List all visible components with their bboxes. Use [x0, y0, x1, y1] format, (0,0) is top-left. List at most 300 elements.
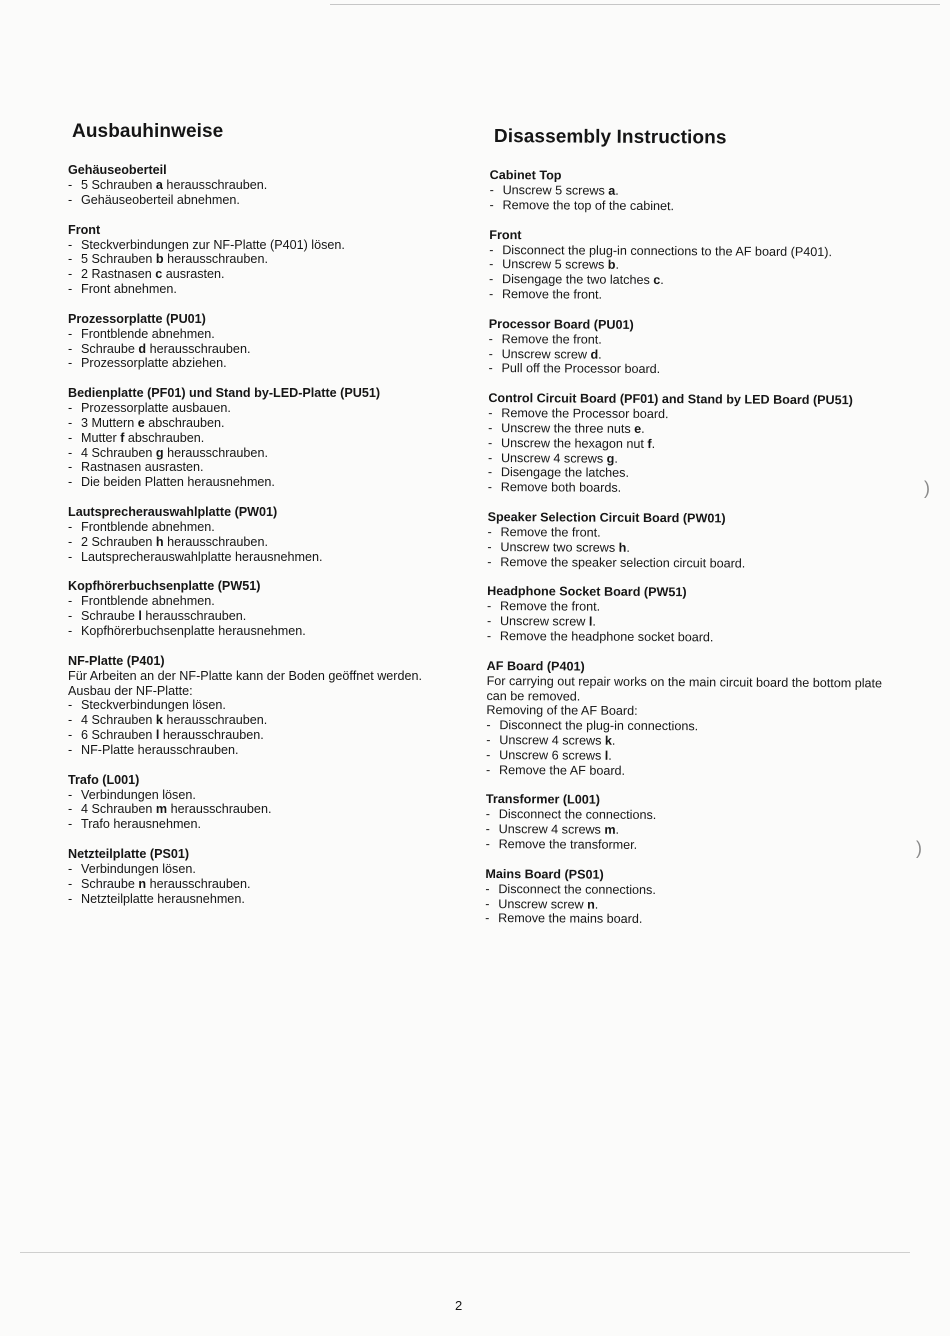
step-text — [81, 624, 306, 639]
instruction-section — [68, 312, 468, 371]
instruction-section — [486, 659, 907, 780]
step-text — [500, 555, 745, 571]
step-text-part: Remove the front. — [500, 525, 601, 540]
step-text — [81, 862, 196, 877]
step-text-part: 3 Muttern — [81, 415, 138, 430]
section-title: Control Circuit Board (PF01) and Stand by LED Board (PU51) — [488, 391, 853, 408]
step-text — [81, 713, 267, 728]
step-text-part: Frontblende abnehmen. — [81, 594, 215, 609]
step-text-part: Disconnect the connections. — [498, 881, 656, 897]
step-text — [81, 282, 177, 297]
step-text-part: Disengage the latches. — [500, 465, 630, 481]
step-text-part: . — [626, 540, 630, 555]
step-item — [68, 624, 468, 639]
list-dash: - — [68, 281, 73, 296]
part-key-letter: c — [653, 273, 661, 288]
step-text-part: Remove the top of the cabinet. — [502, 197, 675, 213]
part-key-letter: f — [120, 430, 125, 445]
list-dash: - — [486, 628, 492, 643]
step-text-part: . — [641, 421, 645, 436]
step-item — [68, 713, 468, 728]
step-item — [489, 287, 909, 304]
step-item — [487, 629, 907, 646]
list-dash: - — [486, 747, 491, 762]
step-text-part: Remove the front. — [501, 287, 603, 302]
step-text-part: Remove the headphone socket board. — [499, 629, 714, 645]
part-key-letter: l — [155, 727, 160, 742]
step-text-part: Frontblende abnehmen. — [81, 519, 215, 534]
list-dash: - — [68, 252, 73, 267]
instruction-section — [488, 317, 908, 379]
list-dash: - — [68, 861, 73, 876]
list-dash: - — [487, 465, 493, 480]
step-item — [68, 282, 468, 297]
step-text — [81, 446, 268, 461]
part-key-letter: n — [587, 897, 595, 912]
step-text-part: herausschrauben. — [159, 727, 264, 742]
list-dash: - — [68, 787, 73, 802]
section-title: Front — [489, 227, 522, 242]
part-key-letter: b — [155, 252, 164, 267]
step-item — [488, 480, 908, 497]
step-text — [81, 475, 275, 490]
list-dash: - — [486, 732, 491, 747]
step-item — [486, 763, 906, 780]
step-text-part: . — [615, 822, 620, 837]
step-item — [68, 535, 468, 550]
instruction-section — [486, 792, 906, 854]
step-text-part: . — [592, 614, 596, 629]
step-text-part: herausschrauben. — [163, 534, 268, 549]
step-item — [68, 550, 468, 565]
step-item — [68, 327, 468, 342]
step-text-part: . — [651, 436, 656, 451]
list-dash: - — [487, 524, 492, 539]
step-item — [68, 802, 468, 817]
part-key-letter: k — [155, 713, 163, 728]
german-sections — [68, 163, 468, 906]
instruction-section — [489, 228, 909, 305]
step-item — [68, 698, 468, 713]
list-dash: - — [486, 614, 492, 629]
step-text-part: Unscrew the three nuts — [501, 421, 635, 436]
step-text-part: 2 Rastnasen — [81, 267, 156, 282]
part-key-letter: d — [138, 341, 147, 356]
step-item — [68, 520, 468, 535]
step-text — [81, 178, 267, 193]
list-dash: - — [68, 876, 73, 891]
step-text-part: . — [611, 733, 616, 748]
step-text-part: Remove the AF board. — [499, 762, 626, 778]
list-dash: - — [488, 286, 494, 302]
step-item — [489, 198, 909, 215]
list-dash: - — [489, 257, 494, 272]
section-title: Netzteilplatte (PS01) — [68, 846, 190, 861]
section-title: Headphone Socket Board (PW51) — [487, 584, 687, 600]
list-dash: - — [487, 539, 492, 554]
margin-bracket-mark: ) — [916, 838, 922, 858]
step-text-part: herausschrauben. — [146, 876, 251, 891]
step-text-part: Unscrew screw — [501, 346, 591, 362]
step-text — [499, 733, 615, 749]
step-text-part: Verbindungen lösen. — [81, 861, 196, 876]
step-text — [81, 698, 226, 713]
section-title: Gehäuseoberteil — [68, 163, 167, 177]
section-title: Kopfhörerbuchsenplatte (PW51) — [68, 579, 261, 594]
step-text — [81, 550, 323, 565]
step-text-part: Remove the speaker selection circuit board. — [500, 554, 746, 571]
step-text-part: 2 Schrauben — [81, 534, 156, 549]
step-text-part: Unscrew 6 screws — [499, 747, 605, 763]
section-title: AF Board (P401) — [486, 658, 585, 674]
step-text-part: 4 Schrauben — [81, 802, 156, 817]
part-key-letter: k — [604, 733, 612, 748]
list-dash: - — [68, 698, 73, 713]
section-title: Cabinet Top — [489, 167, 562, 183]
part-key-letter: m — [155, 802, 168, 817]
part-key-letter: n — [138, 876, 147, 891]
step-item — [486, 837, 906, 854]
list-dash: - — [485, 822, 490, 837]
section-title: Trafo (L001) — [68, 772, 140, 787]
step-text-part: . — [660, 273, 664, 288]
step-text-part: Unscrew screw — [499, 614, 589, 629]
step-text-part: Unscrew 4 screws — [499, 732, 605, 748]
step-text — [500, 525, 600, 540]
list-dash: - — [68, 475, 73, 490]
step-text-part: Disengage the two latches — [502, 272, 654, 288]
step-item — [68, 431, 468, 446]
step-text — [501, 361, 660, 377]
step-item — [68, 460, 468, 475]
step-text-part: Netzteilplatte herausnehmen. — [81, 891, 245, 906]
step-text-part: herausschrauben. — [167, 802, 272, 817]
step-text — [499, 763, 625, 779]
step-text — [501, 480, 622, 496]
scan-edge-line — [20, 1252, 910, 1253]
list-dash: - — [485, 881, 490, 896]
list-dash: - — [68, 326, 73, 341]
step-text-part: . — [615, 258, 620, 273]
step-text-part: . — [594, 897, 599, 912]
step-text — [498, 897, 598, 912]
step-item — [68, 356, 468, 371]
step-text-part: Unscrew screw — [498, 896, 588, 912]
list-dash: - — [68, 891, 73, 906]
step-text — [81, 238, 345, 253]
instruction-section — [68, 847, 468, 906]
step-item — [68, 862, 468, 877]
part-key-letter: g — [155, 445, 164, 460]
step-text-part: . — [598, 347, 602, 362]
step-text — [81, 535, 268, 550]
step-text-part: Unscrew the hexagon nut — [501, 435, 648, 451]
instruction-section — [68, 163, 468, 208]
step-item — [68, 238, 468, 253]
step-text-part: Unscrew two screws — [500, 539, 619, 555]
step-text-part: Schraube — [81, 341, 139, 356]
list-dash: - — [68, 519, 73, 534]
english-sections — [485, 168, 910, 929]
list-dash: - — [487, 599, 492, 614]
list-dash: - — [68, 341, 73, 356]
step-text — [501, 465, 629, 481]
step-text — [81, 802, 271, 817]
step-text — [502, 272, 664, 288]
step-text — [498, 882, 656, 898]
step-text — [501, 451, 618, 467]
step-text — [81, 728, 264, 743]
german-heading: Ausbauhinweise — [72, 121, 224, 142]
list-dash: - — [68, 460, 73, 475]
step-text-part: Unscrew 5 screws — [502, 183, 609, 198]
section-title: Transformer (L001) — [485, 792, 601, 807]
step-text — [81, 431, 204, 446]
section-title: Mains Board (PS01) — [485, 866, 604, 882]
step-text-part: 5 Schrauben — [81, 178, 156, 192]
step-text-part: Frontblende abnehmen. — [81, 326, 215, 341]
step-text — [499, 822, 619, 838]
step-text-part: Prozessorplatte ausbauen. — [81, 401, 231, 416]
step-item — [68, 475, 468, 490]
list-dash: - — [68, 267, 73, 282]
list-dash: - — [488, 331, 493, 346]
list-dash: - — [488, 361, 493, 376]
step-text-part: Remove the transformer. — [498, 836, 638, 852]
step-text — [81, 609, 246, 624]
step-text — [81, 193, 240, 208]
step-text-part: Mutter — [81, 430, 121, 445]
step-text — [499, 837, 638, 853]
list-dash: - — [68, 415, 73, 430]
step-text — [498, 911, 642, 927]
part-key-letter: a — [155, 178, 163, 192]
part-key-letter: l — [588, 614, 593, 629]
step-item — [68, 609, 468, 624]
step-text — [81, 594, 215, 609]
step-item — [68, 267, 468, 282]
step-text — [500, 540, 630, 556]
step-item — [68, 743, 468, 758]
instruction-section — [489, 168, 909, 215]
german-column — [68, 121, 468, 921]
step-text-part: Disconnect the plug-in connections. — [499, 718, 699, 734]
step-text-part: herausschrauben. — [162, 713, 268, 728]
step-text — [502, 287, 602, 302]
step-text — [499, 748, 612, 763]
step-text-part: Trafo herausnehmen. — [81, 817, 201, 832]
step-text-part: Remove the front. — [500, 599, 601, 615]
list-dash: - — [489, 182, 494, 198]
step-item — [487, 555, 907, 572]
section-title: Speaker Selection Circuit Board (PW01) — [487, 509, 726, 526]
step-text — [500, 599, 600, 614]
step-text-part: . — [615, 183, 619, 198]
list-dash: - — [489, 197, 494, 212]
step-text — [81, 892, 245, 907]
list-dash: - — [68, 430, 73, 445]
step-item — [68, 178, 468, 193]
step-text — [499, 807, 657, 823]
step-text-part: Kopfhörerbuchsenplatte herausnehmen. — [81, 623, 306, 638]
list-dash: - — [487, 480, 493, 495]
step-item — [488, 361, 908, 378]
step-text-part: abschrauben. — [124, 430, 205, 445]
list-dash: - — [68, 742, 73, 757]
step-text-part: NF-Platte herausschrauben. — [81, 742, 239, 757]
step-text-part: 6 Schrauben — [81, 727, 156, 742]
list-dash: - — [68, 549, 73, 564]
part-key-letter: c — [155, 267, 163, 282]
list-dash: - — [68, 609, 73, 624]
list-dash: - — [68, 534, 73, 549]
step-text — [81, 252, 268, 267]
instruction-section — [68, 386, 468, 490]
step-item — [68, 728, 468, 743]
list-dash: - — [485, 836, 490, 851]
step-text-part: 4 Schrauben — [81, 445, 156, 460]
step-text — [81, 327, 215, 342]
step-text — [81, 267, 225, 282]
step-text — [500, 629, 714, 645]
step-item — [68, 788, 468, 803]
step-text-part: Remove the mains board. — [498, 911, 643, 927]
list-dash: - — [486, 762, 491, 777]
section-text-line: can be removed. — [486, 688, 581, 704]
step-item — [485, 911, 905, 928]
step-text-part: Remove the Processor board. — [501, 406, 669, 422]
section-title: Front — [68, 222, 101, 237]
instruction-section — [485, 867, 905, 929]
list-dash: - — [68, 445, 73, 460]
list-dash: - — [68, 713, 73, 728]
step-text — [81, 877, 250, 892]
section-text-line: Removing of the AF Board: — [486, 703, 638, 719]
step-text-part: Prozessorplatte abziehen. — [81, 356, 227, 371]
step-text-part: Remove both boards. — [500, 480, 622, 495]
list-dash: - — [486, 718, 491, 733]
step-text-part: 5 Schrauben — [81, 252, 156, 267]
part-key-letter: a — [608, 183, 616, 198]
section-title: NF-Platte (P401) — [68, 653, 165, 668]
instruction-section — [488, 391, 909, 497]
step-text — [499, 718, 698, 734]
section-text-line: For carrying out repair works on the main circuit board the bottom plate — [486, 673, 883, 691]
section-title: Lautsprecherauswahlplatte (PW01) — [68, 504, 278, 519]
list-dash: - — [487, 554, 492, 569]
step-text — [500, 614, 596, 629]
part-key-letter: l — [604, 748, 609, 763]
list-dash: - — [485, 807, 491, 822]
instruction-section — [68, 579, 468, 638]
step-item — [68, 193, 468, 208]
step-item — [68, 401, 468, 416]
part-key-letter: b — [607, 258, 616, 273]
step-text — [502, 198, 674, 214]
instruction-section — [68, 773, 468, 832]
margin-bracket-mark: ) — [924, 478, 930, 498]
list-dash: - — [68, 401, 73, 416]
list-dash: - — [68, 623, 73, 638]
list-dash: - — [488, 406, 493, 421]
step-item — [68, 342, 468, 357]
part-key-letter: h — [618, 540, 627, 555]
step-text-part: Unscrew 4 screws — [498, 822, 605, 837]
step-text-part: 4 Schrauben — [81, 713, 156, 728]
step-text — [81, 356, 227, 371]
instruction-section — [68, 223, 468, 297]
step-text — [502, 332, 602, 347]
step-text — [81, 416, 225, 431]
step-text-part: Remove the front. — [501, 331, 602, 347]
step-text-part: Rastnasen ausrasten. — [81, 460, 204, 475]
part-key-letter: m — [604, 822, 616, 837]
instruction-section — [68, 654, 468, 758]
part-key-letter: g — [606, 451, 615, 466]
step-text — [501, 436, 655, 452]
list-dash: - — [68, 727, 73, 742]
step-text-part: herausschrauben. — [163, 252, 268, 267]
list-dash: - — [485, 896, 490, 911]
list-dash: - — [485, 911, 490, 926]
step-text — [501, 421, 645, 437]
english-column — [485, 126, 910, 944]
step-text-part: Steckverbindungen lösen. — [81, 698, 226, 713]
step-text-part: ausrasten. — [162, 267, 225, 282]
instruction-section — [68, 505, 468, 564]
step-text — [502, 347, 602, 362]
step-text-part: Steckverbindungen zur NF-Platte (P401) lösen. — [81, 237, 345, 252]
list-dash: - — [68, 594, 73, 609]
instruction-section — [487, 510, 907, 572]
part-key-letter: h — [155, 534, 164, 549]
section-title: Bedienplatte (PF01) und Stand by-LED-Platte (PU51) — [68, 386, 381, 401]
list-dash: - — [487, 450, 493, 465]
step-text — [81, 817, 201, 832]
list-dash: - — [68, 192, 73, 207]
page-number: 2 — [455, 1298, 463, 1313]
step-item — [68, 594, 468, 609]
step-text — [501, 406, 668, 422]
part-key-letter: e — [634, 421, 642, 436]
step-item — [68, 416, 468, 431]
section-title: Prozessorplatte (PU01) — [68, 311, 206, 326]
part-key-letter: f — [647, 436, 652, 451]
step-text — [81, 460, 204, 475]
list-dash: - — [488, 346, 493, 361]
part-key-letter: e — [137, 415, 145, 430]
list-dash: - — [68, 817, 73, 832]
step-text — [81, 743, 239, 758]
section-text-line: Ausbau der NF-Platte: — [68, 683, 193, 698]
step-text-part: . — [608, 748, 612, 763]
scan-edge-line — [330, 4, 940, 5]
list-dash: - — [489, 242, 494, 257]
step-text — [502, 257, 619, 273]
step-text-part: Unscrew 4 screws — [500, 450, 607, 466]
step-text-part: Schraube — [81, 609, 139, 624]
english-heading: Disassembly Instructions — [493, 126, 727, 149]
step-text-part: Front abnehmen. — [81, 281, 177, 296]
step-text — [81, 342, 250, 357]
step-text-part: Lautsprecherauswahlplatte herausnehmen. — [81, 549, 323, 564]
list-dash: - — [489, 272, 494, 287]
step-item — [68, 252, 468, 267]
step-text-part: . — [614, 451, 618, 466]
step-text-part: Verbindungen lösen. — [81, 787, 196, 802]
list-dash: - — [68, 802, 73, 817]
step-text-part: abschrauben. — [144, 415, 225, 430]
